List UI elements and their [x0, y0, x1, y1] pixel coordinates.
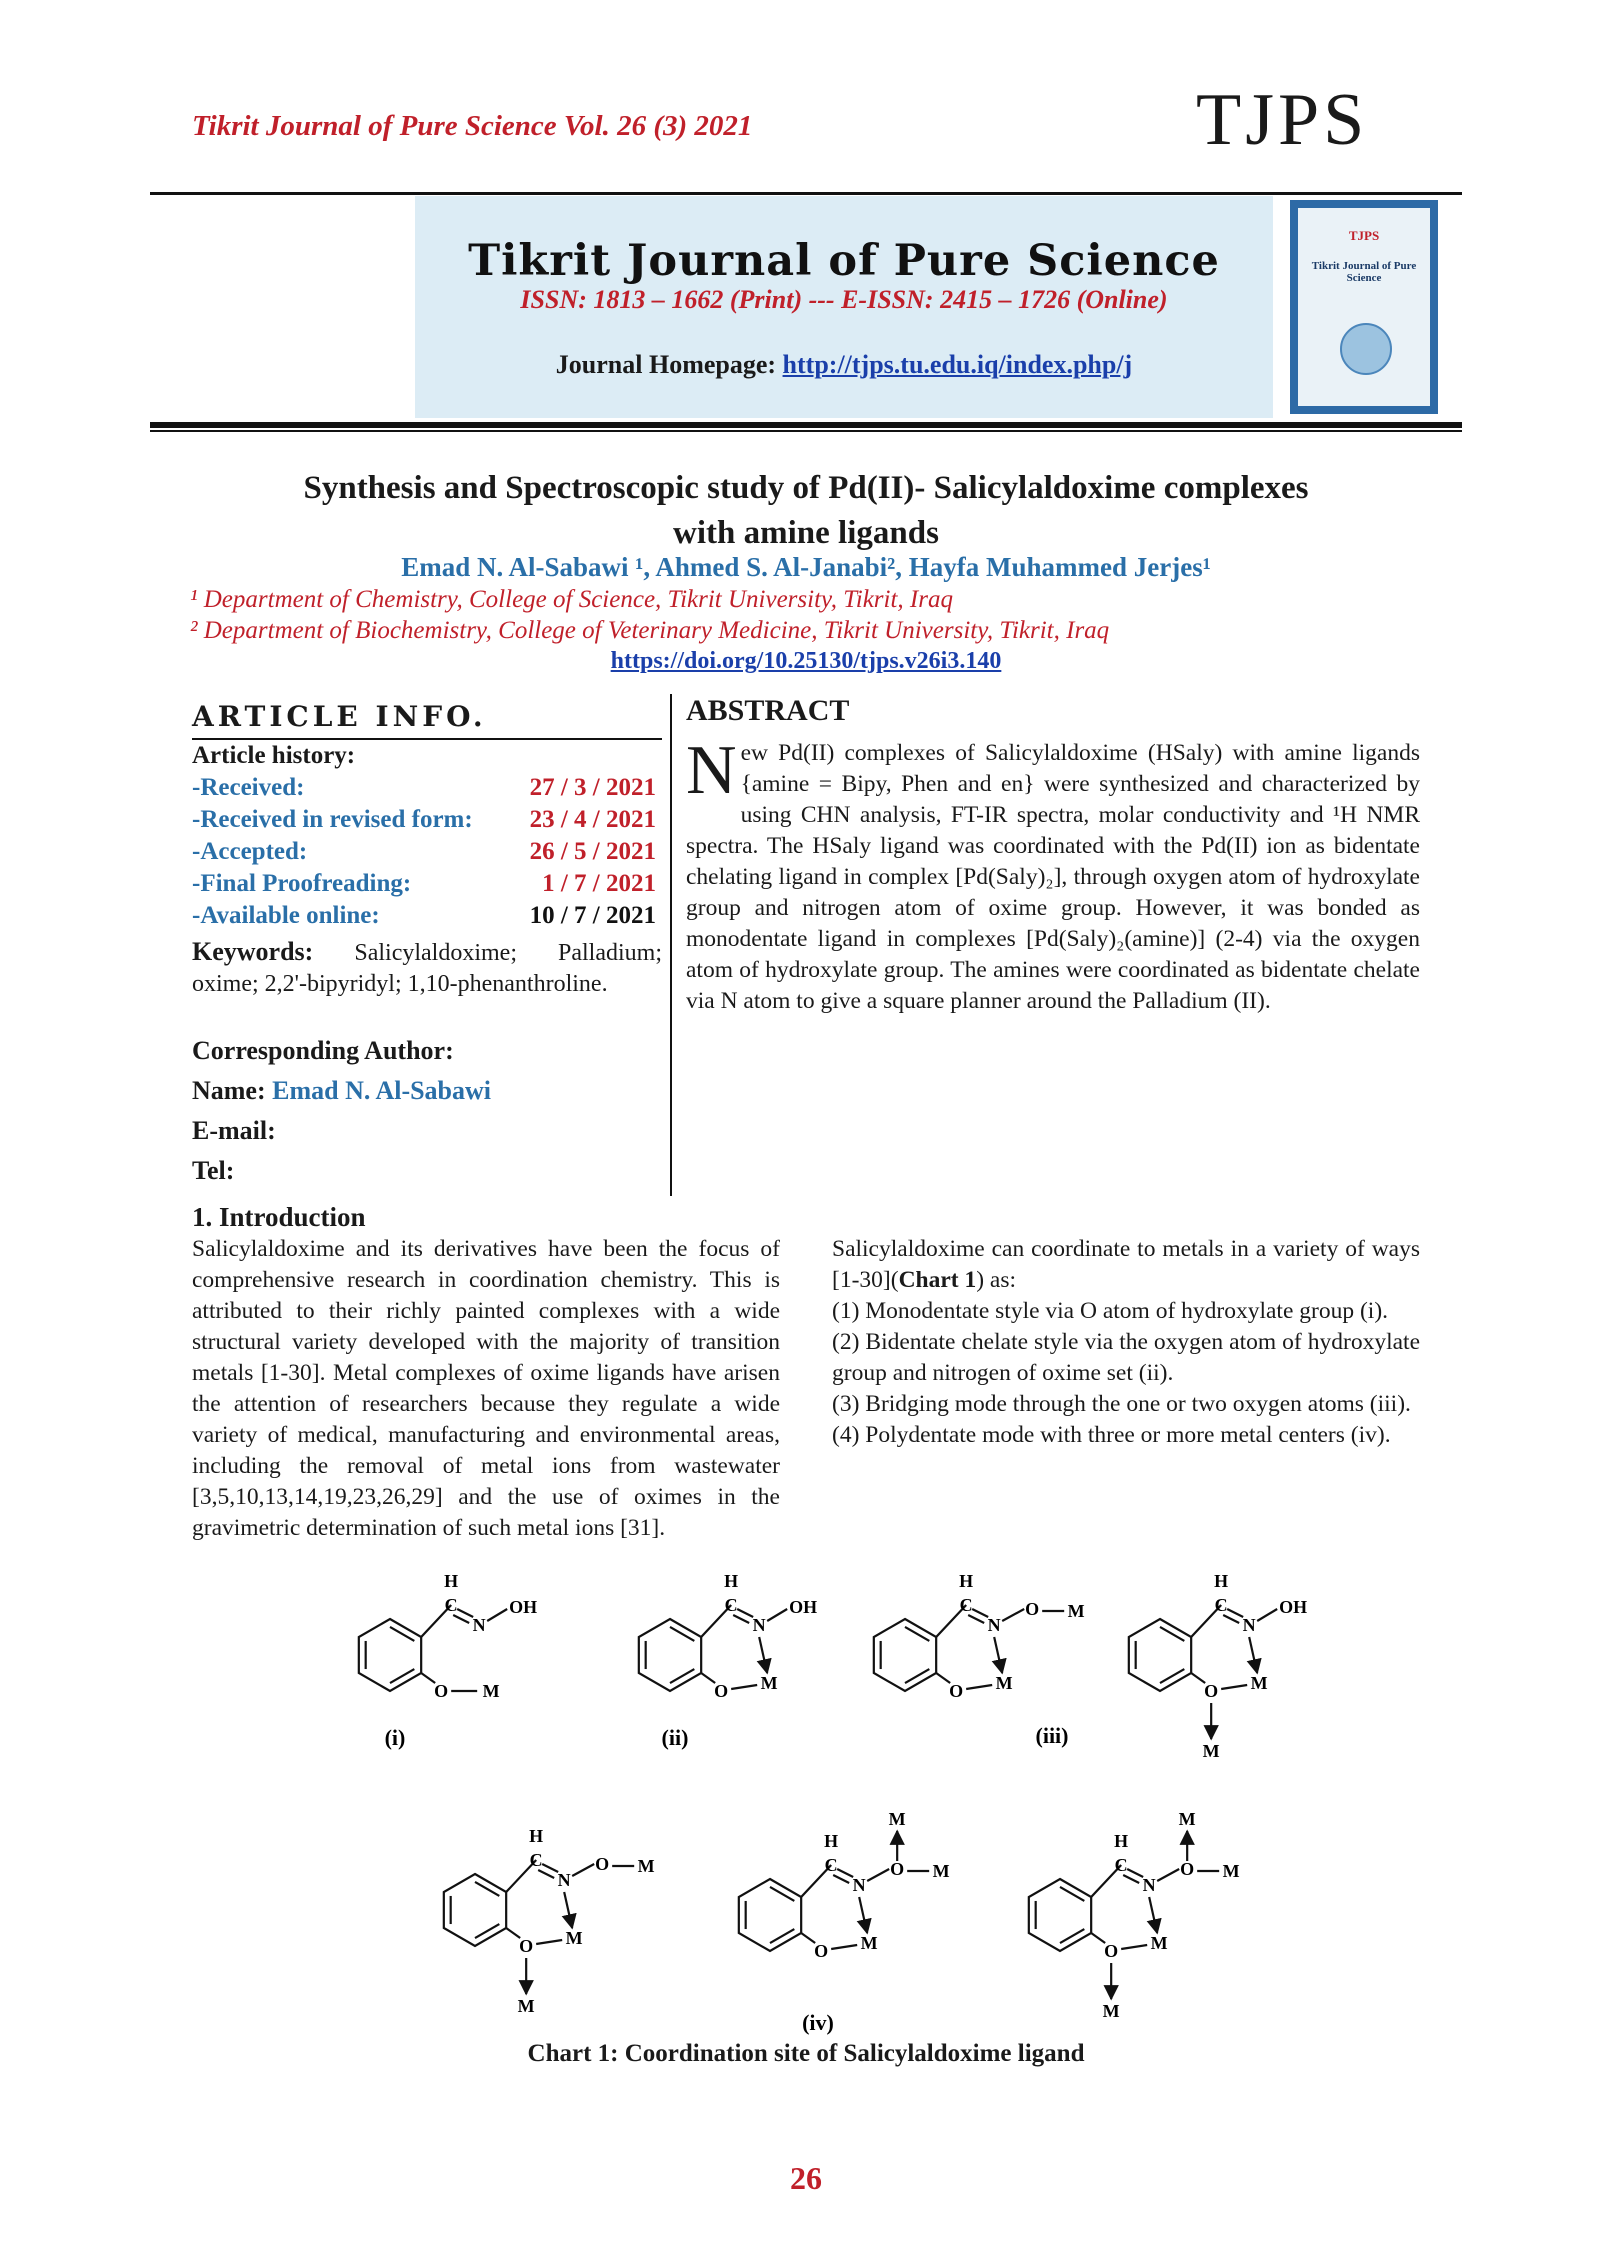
bond-line [1002, 1609, 1024, 1621]
label-ii: (ii) [661, 1725, 689, 1750]
paper-title [150, 466, 1462, 556]
atom-label-n: N [752, 1615, 766, 1635]
mode-3: (3) Bridging mode through the one or two oxygen atoms (iii). [832, 1391, 1411, 1417]
atom-label-n: N [987, 1615, 1001, 1635]
abstract-text: ew Pd(II) complexes of Salicylaldoxime (HSaly) with amine ligands {amine = Bipy, Phen and en} were synthesized and characterized by using CHN analysis, FT-IR spectra, molar conductivity and ¹H NMR spectra. The HSaly ligand was coordinated with the Pd(II) ion as bidentate chelating ligand in complex [Pd(Saly)₂], through oxygen atom of hydroxylate group and nitrogen atom of oxime group. However, it was bonded as monodentate ligand in complexes [Pd(Saly)₂(amine)] (2-4) via the oxygen atom of hydroxylate group. The amines were coordinated as bidentate chelate via N atom to give a square planner around the Palladium (II). [686, 740, 1420, 1014]
column-divider [670, 694, 672, 1196]
atom-label-h: H [824, 1831, 839, 1851]
bond-line [966, 1685, 992, 1689]
atom-label-m: M [1178, 1809, 1196, 1829]
coordination-arrow [1149, 1897, 1157, 1933]
history-row [192, 838, 662, 870]
bond-line [801, 1933, 815, 1943]
bond-line [905, 1669, 929, 1683]
bond-line [905, 1627, 929, 1641]
atom-label-n: N [1242, 1615, 1256, 1635]
doi-line [150, 648, 1462, 675]
bond-line [1257, 1609, 1277, 1621]
bond-line [1123, 1875, 1139, 1883]
keywords-text: Salicylaldoxime; Palladium; oxime; 2,2'-bipyridyl; 1,10-phenanthroline. [192, 940, 663, 997]
bond-line [1191, 1673, 1205, 1683]
coordination-intro-text: Salicylaldoxime can coordinate to metals in a variety of ways [1-30]( [832, 1236, 1420, 1293]
atom-label-c: C [959, 1595, 973, 1615]
bond-line [1223, 1615, 1239, 1623]
label-i: (i) [384, 1725, 406, 1750]
name-line [192, 1076, 491, 1106]
atom-label-o: O [1204, 1681, 1219, 1701]
atom-label-m: M [995, 1673, 1013, 1693]
bond-line [536, 1940, 562, 1944]
atom-label-o: O [714, 1681, 729, 1701]
atom-label-m: M [565, 1928, 583, 1948]
bond-line [767, 1609, 787, 1621]
history-date: 27 / 3 / 2021 [529, 774, 656, 801]
benzene-ring [639, 1619, 701, 1691]
homepage-label: Journal Homepage: [555, 350, 777, 379]
affiliation-2: ² Department of Biochemistry, College of Veterinary Medicine, Tikrit University, Tikrit, Iraq [190, 617, 1110, 644]
coordination-intro [832, 1234, 1420, 1296]
label-iii: (iii) [1035, 1723, 1069, 1748]
bond-line [1157, 1869, 1179, 1881]
bond-line [421, 1673, 435, 1683]
mode-1: (1) Monodentate style via O atom of hydroxylate group (i). [832, 1298, 1389, 1324]
atom-label-oh: OH [789, 1597, 818, 1617]
atom-label-n: N [472, 1615, 486, 1635]
atom-label-o: O [519, 1936, 534, 1956]
atom-label-o: O [1180, 1859, 1195, 1879]
atom-label-o: O [595, 1854, 610, 1874]
bond-line [737, 1609, 753, 1617]
atom-label-m: M [760, 1673, 778, 1693]
bond-line [475, 1924, 499, 1938]
atom-label-h: H [444, 1575, 459, 1591]
keywords [192, 936, 662, 1000]
history-row [192, 806, 662, 838]
history-label-text: -Available online: [192, 902, 380, 929]
bond-line [701, 1673, 715, 1683]
atom-label-c: C [724, 1595, 738, 1615]
coordination-arrow [1249, 1637, 1257, 1673]
coordination-arrow [564, 1892, 572, 1928]
paper-title-line2: with amine ligands [673, 515, 939, 551]
journal-logo-text: TJPS [1196, 79, 1369, 161]
paper-title-line1: Synthesis and Spectroscopic study of Pd(II)- Salicylaldoxime complexes [303, 470, 1309, 506]
cover-title: Tikrit Journal of Pure Science [1311, 260, 1417, 284]
bond-line [770, 1887, 794, 1901]
benzene-ring [444, 1874, 506, 1946]
cover-logo: TJPS [1348, 228, 1380, 243]
issn-line: ISSN: 1813 – 1662 (Print) --- E-ISSN: 2415 – 1726 (Online) [520, 285, 1168, 314]
author-list: Emad N. Al-Sabawi ¹, Ahmed S. Al-Janabi², Hayfa Muhammed Jerjes¹ [401, 552, 1211, 582]
atom-label-oh: OH [1279, 1597, 1308, 1617]
cover-seal-icon [1340, 323, 1392, 375]
abstract-body [686, 732, 1420, 1017]
keywords-label: Keywords: [192, 937, 314, 966]
atom-label-oh: OH [509, 1597, 538, 1617]
bond-line [1160, 1669, 1184, 1683]
atom-label-o: O [1025, 1599, 1040, 1619]
bond-line [833, 1875, 849, 1883]
bond-line [475, 1882, 499, 1896]
history-label: Article history: [192, 742, 356, 769]
atom-label-m: M [888, 1809, 906, 1829]
coordination-structures-figure [0, 1575, 1600, 2035]
atom-label-o: O [1104, 1941, 1119, 1961]
coordination-intro-end: ) as: [976, 1267, 1017, 1293]
bond-line [538, 1870, 554, 1878]
chart-caption: Chart 1: Coordination site of Salicylaldoxime ligand [527, 2040, 1085, 2067]
homepage-line [415, 350, 1273, 380]
mode-2: (2) Bidentate chelate style via the oxygen atom of hydroxylate group and nitrogen of oxime set (ii). [832, 1329, 1420, 1386]
atom-label-o: O [434, 1681, 449, 1701]
history-date: 23 / 4 / 2021 [529, 806, 656, 833]
bond-line [506, 1928, 520, 1938]
atom-label-m: M [482, 1681, 500, 1701]
article-info-heading: ARTICLE INFO. [192, 700, 487, 733]
atom-label-m: M [932, 1861, 950, 1881]
banner-bottom-rule-thin [150, 430, 1462, 432]
history-row [192, 902, 662, 934]
chart-ref: Chart 1 [898, 1267, 977, 1293]
page-number: 26 [790, 2160, 822, 2196]
doi-link[interactable]: https://doi.org/10.25130/tjps.v26i3.140 [610, 648, 1002, 674]
atom-label-m: M [1102, 2001, 1120, 2021]
bond-line [670, 1669, 694, 1683]
bond-line [733, 1615, 749, 1623]
bond-line [1060, 1887, 1084, 1901]
history-date: 1 / 7 / 2021 [542, 870, 656, 897]
atom-label-h: H [1114, 1831, 1129, 1851]
bond-line [487, 1609, 507, 1621]
atom-label-n: N [1142, 1875, 1156, 1895]
benzene-ring [359, 1619, 421, 1691]
history-label-text: -Received: [192, 774, 305, 801]
bond-line [731, 1685, 757, 1689]
name-label: Name: [192, 1076, 266, 1105]
email-label: E-mail: [192, 1116, 276, 1145]
bond-line [457, 1609, 473, 1617]
coordination-arrow [759, 1637, 767, 1673]
mode-4: (4) Polydentate mode with three or more metal centers (iv). [832, 1422, 1391, 1448]
history-row [192, 774, 662, 806]
banner-bottom-rule [150, 422, 1462, 428]
benzene-ring [739, 1879, 801, 1951]
atom-label-m: M [517, 1996, 535, 2016]
history-date: 26 / 5 / 2021 [529, 838, 656, 865]
atom-label-c: C [1114, 1855, 1128, 1875]
bond-line [936, 1673, 950, 1683]
history-label-text: -Accepted: [192, 838, 308, 865]
atom-label-n: N [557, 1870, 571, 1890]
tel-label: Tel: [192, 1156, 235, 1185]
bond-line [670, 1627, 694, 1641]
bond-line [867, 1869, 889, 1881]
atom-label-o: O [949, 1681, 964, 1701]
atom-label-m: M [1150, 1933, 1168, 1953]
journal-title: Tikrit Journal of Pure Science [468, 236, 1220, 286]
bond-line [968, 1615, 984, 1623]
bond-line [770, 1929, 794, 1943]
bond-line [1091, 1933, 1105, 1943]
bond-line [1127, 1869, 1143, 1877]
atom-label-o: O [890, 1859, 905, 1879]
coordination-arrow [859, 1897, 867, 1933]
atom-label-n: N [852, 1875, 866, 1895]
article-info-rule [192, 738, 662, 740]
atom-label-c: C [529, 1850, 543, 1870]
atom-label-m: M [1250, 1673, 1268, 1693]
introduction-heading: 1. Introduction [192, 1202, 366, 1232]
atom-label-h: H [724, 1575, 739, 1591]
structure-group [359, 1575, 1307, 2021]
history-row [192, 870, 662, 902]
bond-line [837, 1869, 853, 1877]
bond-line [1121, 1945, 1147, 1949]
introduction-right-column [832, 1234, 1420, 1451]
bond-line [1060, 1929, 1084, 1943]
atom-label-m: M [1222, 1861, 1240, 1881]
atom-label-m: M [1202, 1741, 1220, 1761]
bond-line [1227, 1609, 1243, 1617]
abstract-dropcap: N [686, 732, 737, 809]
homepage-link[interactable]: http://tjps.tu.edu.iq/index.php/j [782, 350, 1133, 379]
benzene-ring [1029, 1879, 1091, 1951]
journal-cover-image [1290, 200, 1438, 414]
atom-label-m: M [1067, 1601, 1085, 1621]
introduction-left-column: Salicylaldoxime and its derivatives have been the focus of comprehensive research in coordination chemistry. This is attributed to their richly painted complexes with a wide structural variety developed with the majority of transition metals [1-30]. Metal complexes of oxime ligands have arisen the attention of researchers because they regulate a wide variety of medical, manufacturing and environmental areas, including the removal of metal ions from wastewater [3,5,10,13,14,19,23,26,29] and the use of oximes in the gravimetric determination of such metal ions [31]. [192, 1236, 780, 1541]
bond-line [572, 1864, 594, 1876]
history-label-text: -Final Proofreading: [192, 870, 412, 897]
bond-line [390, 1669, 414, 1683]
bond-line [972, 1609, 988, 1617]
affiliation-1: ¹ Department of Chemistry, College of Science, Tikrit University, Tikrit, Iraq [190, 586, 953, 613]
atom-label-m: M [860, 1933, 878, 1953]
atom-label-c: C [824, 1855, 838, 1875]
header-rule [150, 192, 1462, 195]
bond-line [1160, 1627, 1184, 1641]
history-date: 10 / 7 / 2021 [529, 902, 656, 929]
benzene-ring [874, 1619, 936, 1691]
bond-line [831, 1945, 857, 1949]
atom-label-c: C [444, 1595, 458, 1615]
running-title: Tikrit Journal of Pure Science Vol. 26 (3) 2021 [192, 110, 753, 142]
abstract-heading: ABSTRACT [686, 694, 850, 727]
atom-label-h: H [959, 1575, 974, 1591]
benzene-ring [1129, 1619, 1191, 1691]
atom-label-h: H [529, 1826, 544, 1846]
bond-line [390, 1627, 414, 1641]
history-label-text: -Received in revised form: [192, 806, 473, 833]
atom-label-c: C [1214, 1595, 1228, 1615]
bond-line [1221, 1685, 1247, 1689]
name-value: Emad N. Al-Sabawi [272, 1076, 492, 1105]
atom-label-h: H [1214, 1575, 1229, 1591]
bond-line [542, 1864, 558, 1872]
coordination-arrow [994, 1637, 1002, 1673]
bond-line [453, 1615, 469, 1623]
atom-label-o: O [814, 1941, 829, 1961]
atom-label-m: M [637, 1856, 655, 1876]
corresponding-author-label: Corresponding Author: [192, 1036, 454, 1065]
label-iv: (iv) [802, 2010, 834, 2035]
